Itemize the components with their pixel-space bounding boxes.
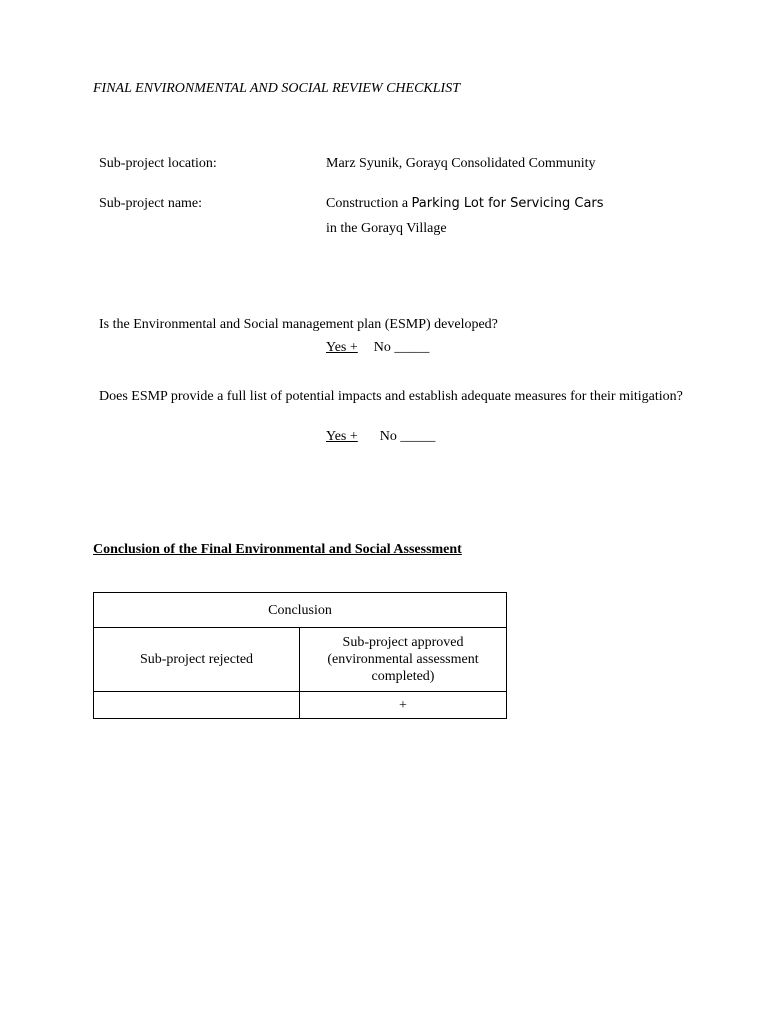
question-esmp-developed: Is the Environmental and Social management plan (ESMP) developed?: [99, 317, 498, 332]
mark-rejected-cell: [94, 692, 300, 719]
conclusion-heading: Conclusion of the Final Environmental and Social Assessment: [93, 542, 462, 557]
subproject-name-value: [326, 196, 604, 212]
subproject-name-part2: Parking Lot for Servicing Cars: [411, 196, 604, 211]
subproject-location-value: Marz Syunik, Gorayq Consolidated Community: [326, 156, 596, 171]
answer-yes: Yes +: [326, 340, 358, 355]
answer-no: No _____: [379, 429, 436, 444]
subproject-location-label: Sub-project location:: [99, 156, 217, 171]
question-esmp-impacts: Does ESMP provide a full list of potential impacts and establish adequate measures for their mitigation?: [99, 389, 683, 404]
answer-no: No _____: [373, 340, 430, 355]
answer-esmp-developed: [326, 340, 429, 356]
document-title: FINAL ENVIRONMENTAL AND SOCIAL REVIEW CHECKLIST: [93, 81, 461, 96]
subproject-name-part1: Construction a: [326, 196, 412, 211]
subproject-name-line2: in the Gorayq Village: [326, 221, 447, 236]
mark-approved-cell: +: [300, 692, 507, 719]
table-row: [94, 692, 507, 719]
option-approved-cell: Sub-project approved (environmental assessment completed): [300, 628, 507, 692]
option-rejected-cell: Sub-project rejected: [94, 628, 300, 692]
answer-yes: Yes +: [326, 429, 358, 444]
subproject-name-label: Sub-project name:: [99, 196, 203, 211]
conclusion-table-header: Conclusion: [94, 593, 507, 628]
table-row: [94, 628, 507, 692]
table-row: [94, 593, 507, 628]
answer-esmp-impacts: [326, 429, 435, 445]
conclusion-table: [93, 592, 507, 719]
